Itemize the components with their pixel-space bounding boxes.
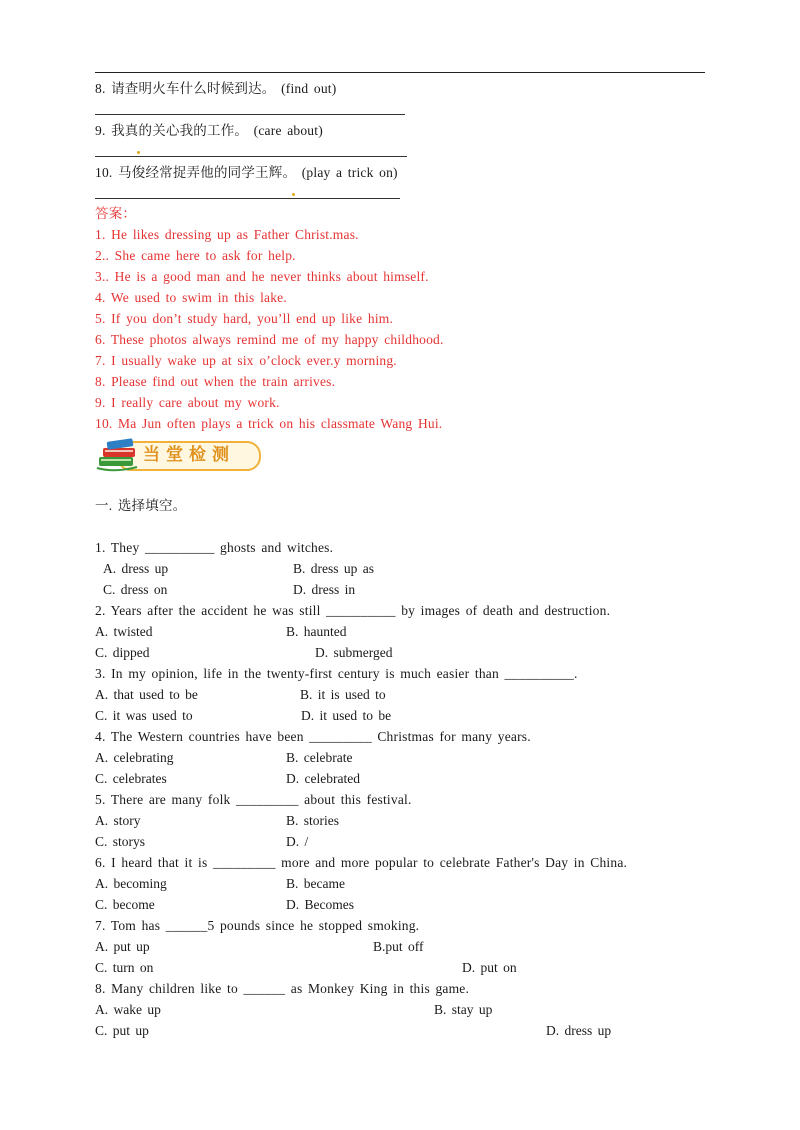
- translation-prompt-9: 9. 我真的关心我的工作。 (care about): [95, 123, 323, 138]
- question-1-stem: 1. They __________ ghosts and witches.: [95, 540, 334, 555]
- question-6-stem: 6. I heard that it is _________ more and more popular to celebrate Father's Day in China.: [95, 855, 628, 870]
- answer-1: 1. He likes dressing up as Father Christ.mas.: [95, 227, 359, 242]
- q2-option-d[interactable]: D. submerged: [315, 645, 393, 660]
- answer-8: 8. Please find out when the train arrives.: [95, 374, 336, 389]
- q8-option-c[interactable]: C. put up: [95, 1023, 149, 1038]
- q4-option-c[interactable]: C. celebrates: [95, 771, 167, 786]
- q2-option-b[interactable]: B. haunted: [286, 624, 347, 639]
- answer-2: 2.. She came here to ask for help.: [95, 248, 296, 263]
- q4-option-d[interactable]: D. celebrated: [286, 771, 360, 786]
- q7-option-a[interactable]: A. put up: [95, 939, 150, 954]
- answer-blank-8[interactable]: [95, 114, 405, 115]
- q3-option-a[interactable]: A. that used to be: [95, 687, 198, 702]
- q8-option-b[interactable]: B. stay up: [434, 1002, 493, 1017]
- ink-dot: [137, 151, 140, 154]
- section-badge: [95, 437, 260, 473]
- answer-3: 3.. He is a good man and he never thinks about himself.: [95, 269, 429, 284]
- answer-5: 5. If you don’t study hard, you’ll end up like him.: [95, 311, 394, 326]
- books-icon: [95, 435, 143, 473]
- answer-9: 9. I really care about my work.: [95, 395, 280, 410]
- q6-option-a[interactable]: A. becoming: [95, 876, 167, 891]
- answer-10: 10. Ma Jun often plays a trick on his classmate Wang Hui.: [95, 416, 443, 431]
- question-3-stem: 3. In my opinion, life in the twenty-first century is much easier than __________.: [95, 666, 578, 681]
- q1-option-d[interactable]: D. dress in: [293, 582, 356, 597]
- question-4-stem: 4. The Western countries have been _________ Christmas for many years.: [95, 729, 531, 744]
- q6-option-c[interactable]: C. become: [95, 897, 155, 912]
- q7-option-d[interactable]: D. put on: [462, 960, 517, 975]
- q3-option-c[interactable]: C. it was used to: [95, 708, 193, 723]
- q1-option-b[interactable]: B. dress up as: [293, 561, 374, 576]
- q5-option-c[interactable]: C. storys: [95, 834, 146, 849]
- badge-label: 当堂检测: [143, 445, 235, 465]
- answer-blank-10[interactable]: [95, 198, 400, 199]
- question-7-stem: 7. Tom has ______5 pounds since he stopped smoking.: [95, 918, 420, 933]
- q1-option-a[interactable]: A. dress up: [103, 561, 169, 576]
- section-title: 一. 选择填空。: [95, 498, 187, 513]
- q7-option-c[interactable]: C. turn on: [95, 960, 154, 975]
- answers-title: 答案：: [95, 206, 137, 221]
- q4-option-a[interactable]: A. celebrating: [95, 750, 174, 765]
- q6-option-d[interactable]: D. Becomes: [286, 897, 354, 912]
- q8-option-d[interactable]: D. dress up: [546, 1023, 612, 1038]
- q6-option-b[interactable]: B. became: [286, 876, 345, 891]
- q3-option-b[interactable]: B. it is used to: [300, 687, 386, 702]
- ink-dot: [292, 193, 295, 196]
- q5-option-a[interactable]: A. story: [95, 813, 141, 828]
- translation-prompt-8: 8. 请查明火车什么时候到达。 (find out): [95, 81, 337, 96]
- answer-7: 7. I usually wake up at six o’clock ever.y morning.: [95, 353, 397, 368]
- q5-option-b[interactable]: B. stories: [286, 813, 340, 828]
- q2-option-c[interactable]: C. dipped: [95, 645, 150, 660]
- q4-option-b[interactable]: B. celebrate: [286, 750, 353, 765]
- q8-option-a[interactable]: A. wake up: [95, 1002, 161, 1017]
- q1-option-c[interactable]: C. dress on: [103, 582, 168, 597]
- q7-option-b[interactable]: B.put off: [373, 939, 424, 954]
- question-8-stem: 8. Many children like to ______ as Monkey King in this game.: [95, 981, 470, 996]
- q2-option-a[interactable]: A. twisted: [95, 624, 153, 639]
- translation-prompt-10: 10. 马俊经常捉弄他的同学王辉。 (play a trick on): [95, 165, 398, 180]
- question-5-stem: 5. There are many folk _________ about this festival.: [95, 792, 412, 807]
- header-rule: [95, 72, 705, 73]
- q5-option-d[interactable]: D. /: [286, 834, 309, 849]
- question-2-stem: 2. Years after the accident he was still __________ by images of death and destruction.: [95, 603, 611, 618]
- answer-blank-9[interactable]: [95, 156, 407, 157]
- answer-4: 4. We used to swim in this lake.: [95, 290, 287, 305]
- q3-option-d[interactable]: D. it used to be: [301, 708, 392, 723]
- answer-6: 6. These photos always remind me of my happy childhood.: [95, 332, 444, 347]
